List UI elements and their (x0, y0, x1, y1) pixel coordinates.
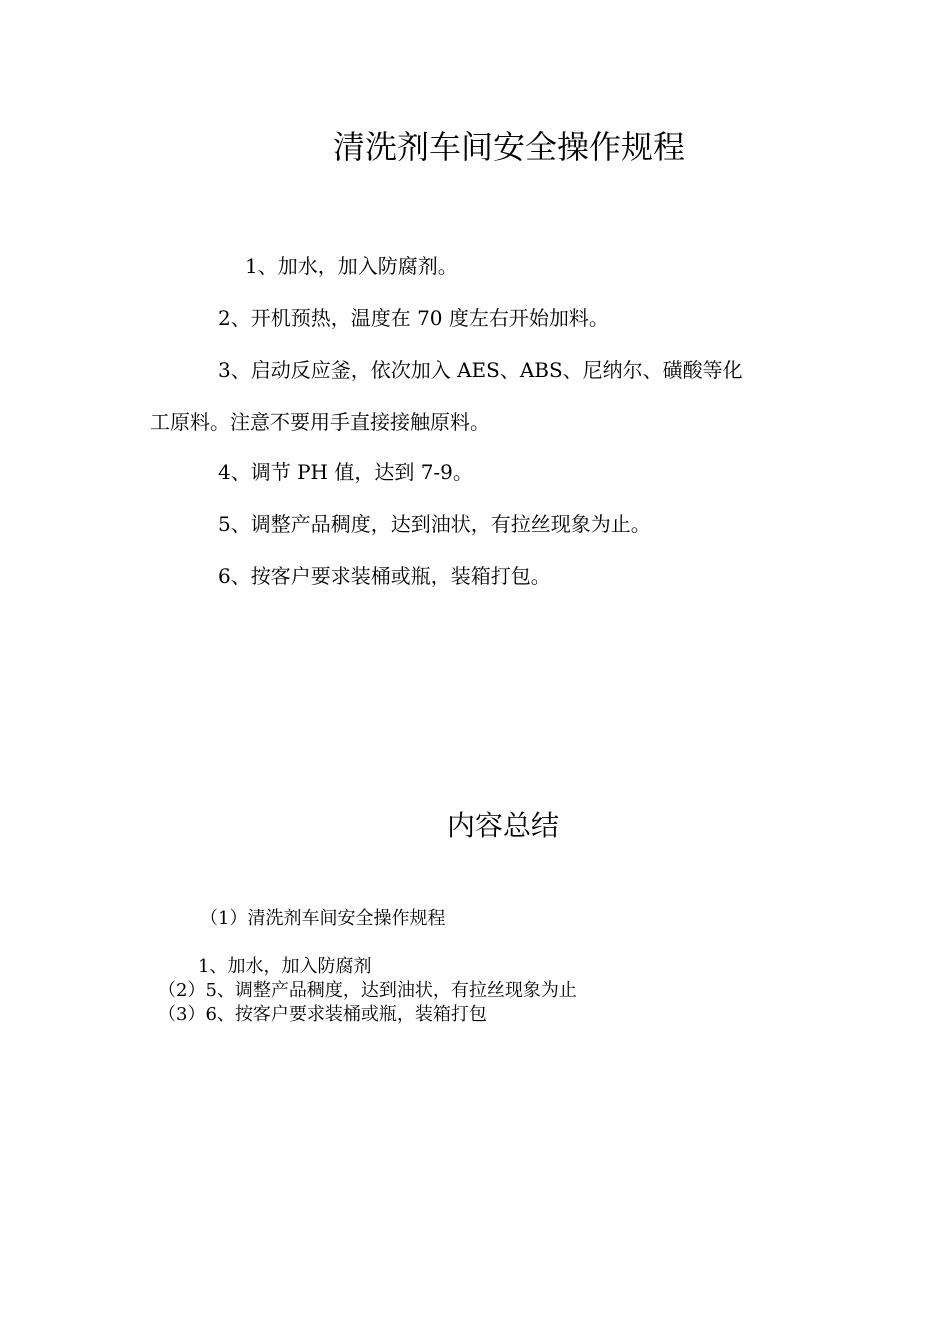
step-2: 2、开机预热，温度在 70 度左右开始加料。 (218, 306, 609, 330)
step-5: 5、调整产品稠度，达到油状，有拉丝现象为止。 (218, 512, 651, 536)
step-3-continued: 工原料。注意不要用手直接接触原料。 (150, 410, 490, 434)
summary-item: 1、加水，加入防腐剂 (198, 956, 372, 977)
step-6: 6、按客户要求装桶或瓶，装箱打包。 (218, 564, 551, 588)
step-1: 1、加水，加入防腐剂。 (245, 254, 458, 278)
summary-title: 内容总结 (447, 809, 560, 842)
step-4: 4、调节 PH 值，达到 7-9。 (218, 460, 473, 484)
document-title: 清洗剂车间安全操作规程 (332, 128, 685, 166)
summary-item: （1）清洗剂车间安全操作规程 (200, 908, 446, 929)
summary-item: （2）5、调整产品稠度，达到油状，有拉丝现象为止 (158, 980, 577, 1001)
step-3: 3、启动反应釜，依次加入 AES、ABS、尼纳尔、磺酸等化 (218, 358, 743, 382)
summary-item: （3）6、按客户要求装桶或瓶，装箱打包 (158, 1004, 487, 1025)
